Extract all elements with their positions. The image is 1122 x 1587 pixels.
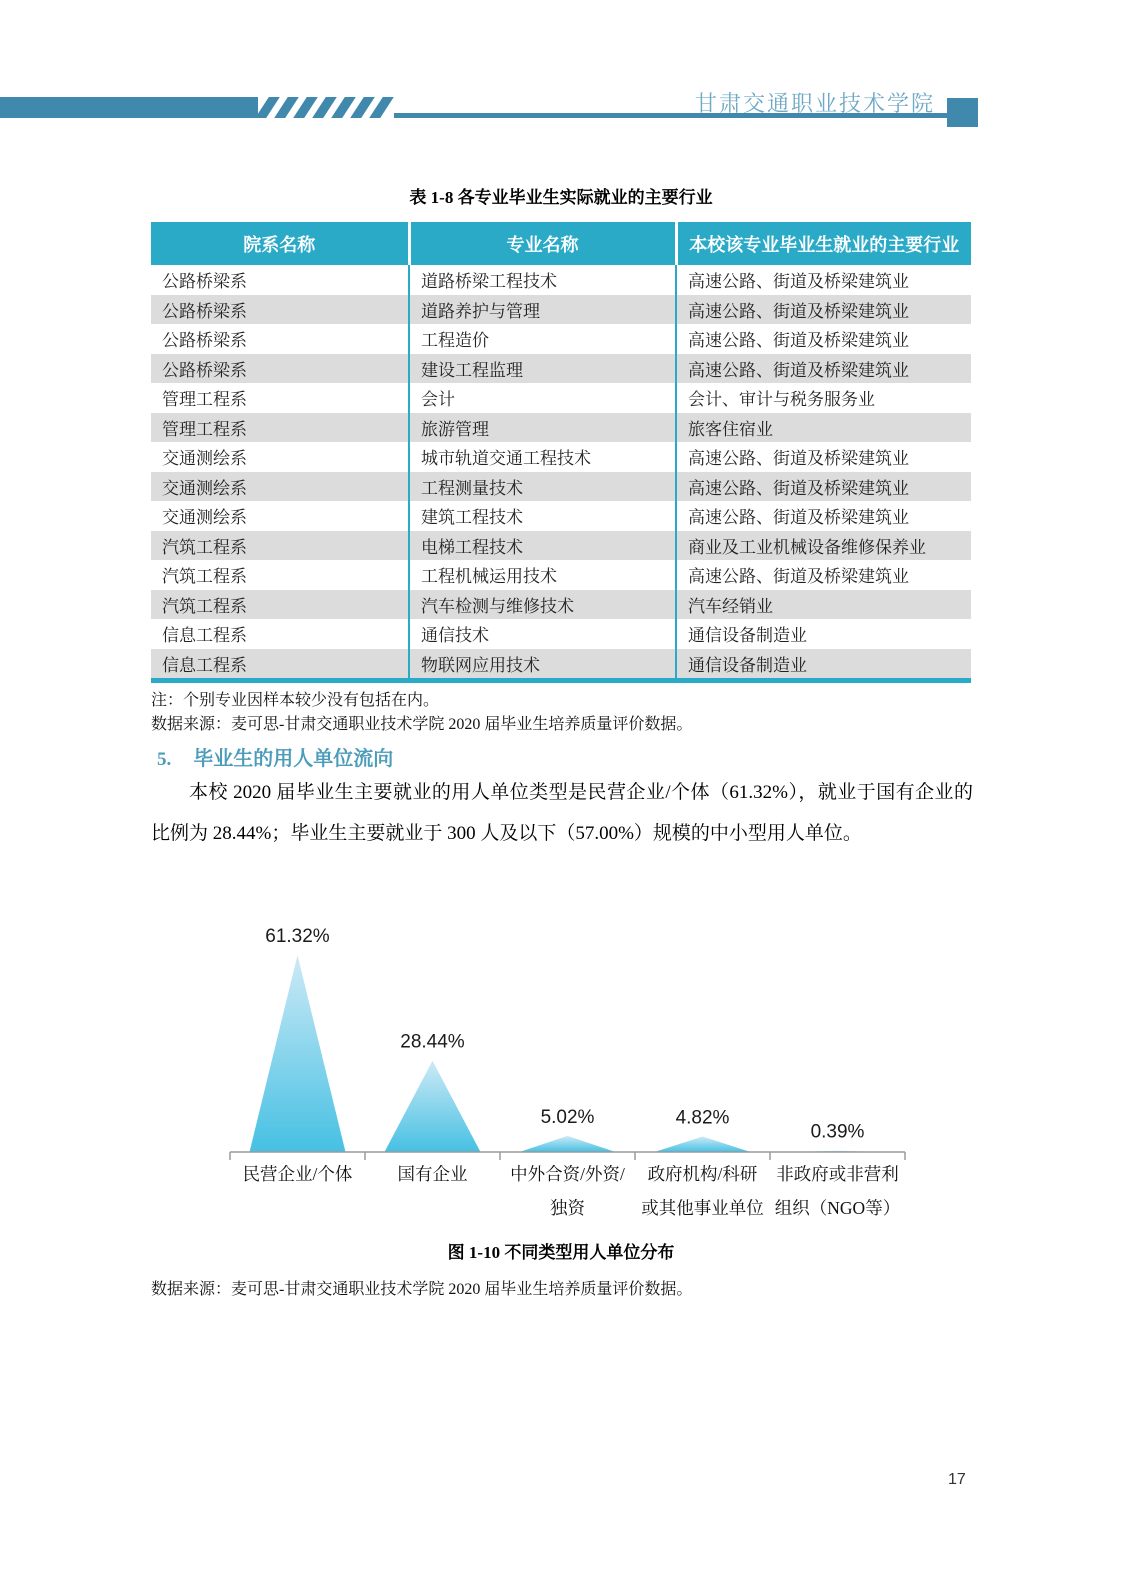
table-cell: 汽筑工程系 bbox=[151, 590, 409, 620]
table-cell: 高速公路、街道及桥梁建筑业 bbox=[676, 354, 971, 384]
table-row bbox=[151, 354, 971, 384]
table-bottom-rule bbox=[151, 678, 971, 683]
table-cell: 通信设备制造业 bbox=[676, 619, 971, 649]
table-row bbox=[151, 619, 971, 649]
table-cell: 公路桥梁系 bbox=[151, 295, 409, 325]
table-column-header: 本校该专业毕业生就业的主要行业 bbox=[676, 222, 971, 265]
table-cell: 建筑工程技术 bbox=[409, 501, 676, 531]
table-cell: 汽车经销业 bbox=[676, 590, 971, 620]
chart-category-label: 独资 bbox=[550, 1198, 585, 1218]
table-data-source: 数据来源：麦可思-甘肃交通职业技术学院 2020 届毕业生培养质量评价数据。 bbox=[151, 716, 693, 733]
chart-category-label: 中外合资/外资/ bbox=[510, 1164, 625, 1184]
table-cell: 信息工程系 bbox=[151, 649, 409, 679]
chart-triangle bbox=[655, 1137, 751, 1152]
table-cell: 工程测量技术 bbox=[409, 472, 676, 502]
table-note: 注：个别专业因样本较少没有包括在内。 bbox=[151, 692, 440, 709]
table-cell: 工程造价 bbox=[409, 324, 676, 354]
section-heading bbox=[157, 742, 393, 771]
table-row bbox=[151, 265, 971, 295]
table-caption: 表 1-8 各专业毕业生实际就业的主要行业 bbox=[409, 188, 713, 207]
unit-type-chart-area bbox=[150, 890, 940, 1235]
figure-data-source: 数据来源：麦可思-甘肃交通职业技术学院 2020 届毕业生培养质量评价数据。 bbox=[151, 1281, 693, 1298]
table-cell: 通信设备制造业 bbox=[676, 649, 971, 679]
table-column-header: 专业名称 bbox=[409, 222, 676, 265]
table-cell: 交通测绘系 bbox=[162, 449, 247, 469]
table-cell: 通信技术 bbox=[409, 619, 676, 649]
table-cell: 信息工程系 bbox=[162, 626, 247, 646]
table-cell: 管理工程系 bbox=[151, 413, 409, 443]
table-cell: 工程机械运用技术 bbox=[409, 560, 676, 590]
page-number: 17 bbox=[948, 1471, 966, 1488]
chart-value-label: 61.32% bbox=[265, 926, 330, 948]
table-row bbox=[151, 531, 971, 561]
section-number: 5. bbox=[157, 749, 172, 770]
unit-type-distribution-chart bbox=[150, 890, 940, 1235]
chart-value-label: 0.39% bbox=[810, 1121, 865, 1143]
band-stripe bbox=[369, 97, 394, 118]
table-cell: 公路桥梁系 bbox=[162, 331, 247, 351]
table-row bbox=[151, 501, 971, 531]
table-cell: 道路养护与管理 bbox=[409, 295, 676, 325]
table-cell: 旅客住宿业 bbox=[676, 413, 971, 443]
chart-value-label: 4.82% bbox=[675, 1107, 730, 1129]
table-cell: 会计 bbox=[409, 383, 676, 413]
table-row bbox=[151, 413, 971, 443]
table-cell: 公路桥梁系 bbox=[151, 354, 409, 384]
table-row bbox=[151, 442, 971, 472]
header-school-name: 甘肃交通职业技术学院 bbox=[694, 91, 935, 116]
table-cell: 交通测绘系 bbox=[151, 472, 409, 502]
chart-category-label: 国有企业 bbox=[397, 1164, 468, 1184]
header-band-stripes-decoration bbox=[262, 97, 402, 118]
chart-triangle bbox=[520, 1136, 616, 1152]
table-cell: 汽车检测与维修技术 bbox=[409, 590, 676, 620]
table-cell: 高速公路、街道及桥梁建筑业 bbox=[676, 560, 971, 590]
chart-triangle bbox=[385, 1061, 481, 1152]
body-paragraph: 本校 2020 届毕业生主要就业的用人单位类型是民营企业/个体（61.32%），就业于国有企业的比例为 28.44%；毕业生主要就业于 300 人及以下（57.00%）规模的中小型用人单位。 bbox=[151, 782, 973, 844]
table-header-row bbox=[151, 222, 971, 265]
table-row bbox=[151, 472, 971, 502]
table-cell: 高速公路、街道及桥梁建筑业 bbox=[676, 324, 971, 354]
majors-industry-table bbox=[151, 222, 971, 678]
table-cell: 高速公路、街道及桥梁建筑业 bbox=[676, 265, 971, 295]
chart-category-label: 政府机构/科研 bbox=[647, 1164, 758, 1184]
table-cell: 城市轨道交通工程技术 bbox=[409, 442, 676, 472]
table-column-header: 院系名称 bbox=[151, 222, 409, 265]
chart-category-label: 或其他事业单位 bbox=[641, 1198, 764, 1218]
table-cell: 物联网应用技术 bbox=[409, 649, 676, 679]
table-cell: 高速公路、街道及桥梁建筑业 bbox=[676, 442, 971, 472]
table-row bbox=[151, 560, 971, 590]
table-row bbox=[151, 324, 971, 354]
table-cell: 高速公路、街道及桥梁建筑业 bbox=[676, 472, 971, 502]
table-cell: 管理工程系 bbox=[162, 390, 247, 410]
figure-caption: 图 1-10 不同类型用人单位分布 bbox=[447, 1243, 675, 1262]
table-cell: 电梯工程技术 bbox=[409, 531, 676, 561]
chart-category-label: 非政府或非营利 bbox=[776, 1164, 899, 1184]
table-cell: 旅游管理 bbox=[409, 413, 676, 443]
table-row bbox=[151, 590, 971, 620]
chart-triangle bbox=[250, 955, 346, 1152]
chart-category-label: 组织（NGO等） bbox=[774, 1198, 901, 1218]
table-cell: 高速公路、街道及桥梁建筑业 bbox=[676, 501, 971, 531]
table-cell: 交通测绘系 bbox=[162, 508, 247, 528]
header-band-bar bbox=[0, 97, 258, 118]
table-row bbox=[151, 295, 971, 325]
chart-category-label: 民营企业/个体 bbox=[242, 1164, 353, 1184]
table-cell: 道路桥梁工程技术 bbox=[409, 265, 676, 295]
table-row bbox=[151, 649, 971, 679]
table-cell: 汽筑工程系 bbox=[162, 567, 247, 587]
table-cell: 高速公路、街道及桥梁建筑业 bbox=[676, 295, 971, 325]
table-row bbox=[151, 383, 971, 413]
table-cell: 商业及工业机械设备维修保养业 bbox=[676, 531, 971, 561]
table-cell: 汽筑工程系 bbox=[151, 531, 409, 561]
table-cell: 会计、审计与税务服务业 bbox=[676, 383, 971, 413]
table-cell: 建设工程监理 bbox=[409, 354, 676, 384]
table-body bbox=[151, 265, 971, 678]
chart-value-label: 5.02% bbox=[540, 1106, 595, 1128]
table-cell: 公路桥梁系 bbox=[162, 272, 247, 292]
chart-value-label: 28.44% bbox=[400, 1031, 465, 1053]
section-title: 毕业生的用人单位流向 bbox=[193, 748, 394, 770]
header-band-square bbox=[947, 98, 978, 127]
